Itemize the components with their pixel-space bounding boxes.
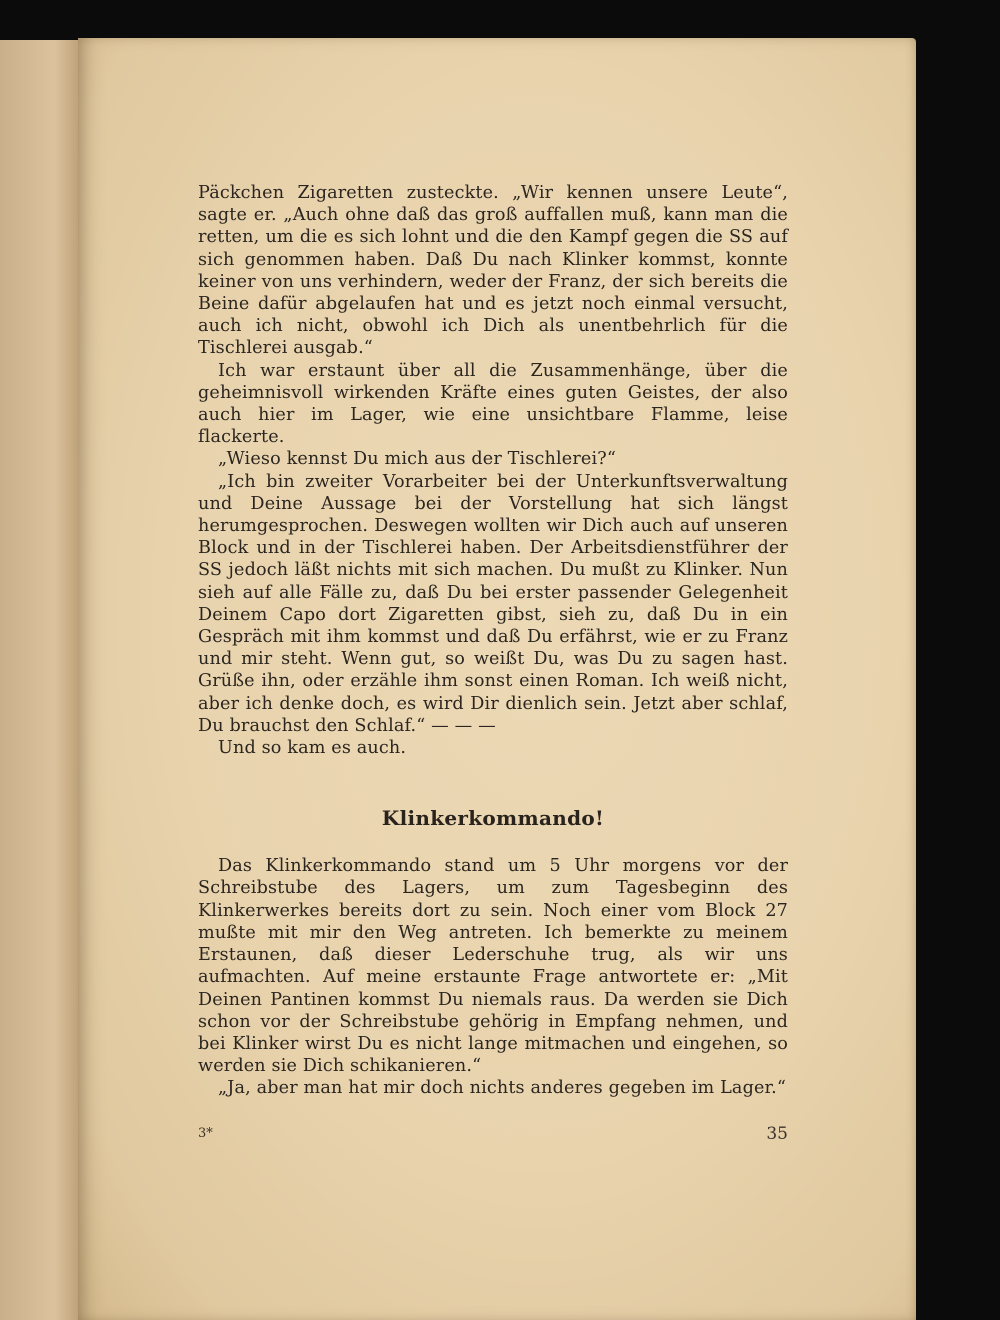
paragraph: „Ja, aber man hat mir doch nichts anderes gegeben im Lager.“ (218, 1078, 787, 1099)
paragraph: „Ich bin zweiter Vorarbeiter bei der Unterkunftsverwaltung und Deine Aussage bei der Vorstellung hat sich längst herumgesprochen. Deswegen wollten wir Dich auch auf unseren Block und in der Tischlerei haben. Der Arbeitsdienstführer der SS jedoch läßt nichts mit sich machen. Du mußt zu Klinker. Nun sieh auf alle Fälle zu, daß Du bei erster passender Gelegenheit Deinem Capo dort Zigaretten gibst, sieh zu, daß Du in ein Gespräch mit ihm kommst und daß Du erfährst, wie er zu Franz und mir steht. Wenn gut, so weißt Du, was Du zu sagen hast. Grüße ihn, oder erzähle ihm sonst einen Roman. Ich weiß nicht, aber ich denke doch, es wird Dir dienlich sein. Jetzt aber schlaf, Du brauchst den Schlaf.“ — — — (198, 471, 788, 736)
signature-mark: 3* (198, 1126, 213, 1141)
chapter-heading: Klinkerkommando! (381, 806, 605, 831)
paragraph: Ich war erstaunt über all die Zusammenhänge, über die geheimnisvoll wirkenden Kräfte eines guten Geistes, der also auch hier im Lager, wie eine unsichtbare Flamme, leise flackerte. (198, 360, 788, 448)
page-number: 35 (766, 1124, 788, 1144)
paragraph: „Wieso kennst Du mich aus der Tischlerei?“ (218, 449, 616, 470)
previous-page-edge (0, 40, 80, 1320)
page-body-text (198, 182, 788, 1100)
paragraph: Päckchen Zigaretten zusteckte. „Wir kennen unsere Leute“, sagte er. „Auch ohne daß das groß auffallen muß, kann man die retten, um die es sich lohnt und die den Kampf gegen die SS auf sich genommen haben. Daß Du nach Klinker kommst, konnte keiner von uns verhindern, weder der Franz, der sich bereits die Beine dafür abgelaufen hat und es jetzt noch einmal versucht, auch ich nicht, obwohl ich Dich als unentbehrlich für die Tischlerei ausgab.“ (198, 183, 788, 359)
paragraph: Und so kam es auch. (218, 738, 407, 759)
paragraph: Das Klinkerkommando stand um 5 Uhr morgens vor der Schreibstube des Lagers, um zum Tagesbeginn des Klinkerwerkes bereits dort zu sein. Noch einer vom Block 27 mußte mit mir den Weg antreten. Ich bemerkte zu meinem Erstaunen, daß dieser Lederschuhe trug, als wir uns aufmachten. Auf meine erstaunte Frage antwortete er: „Mit Deinen Pantinen kommst Du niemals raus. Da werden sie Dich schon vor der Schreibstube gehörig in Empfang nehmen, und bei Klinker wirst Du es nicht lange mitmachen und eingehen, so werden sie Dich schikanieren.“ (198, 856, 788, 1077)
